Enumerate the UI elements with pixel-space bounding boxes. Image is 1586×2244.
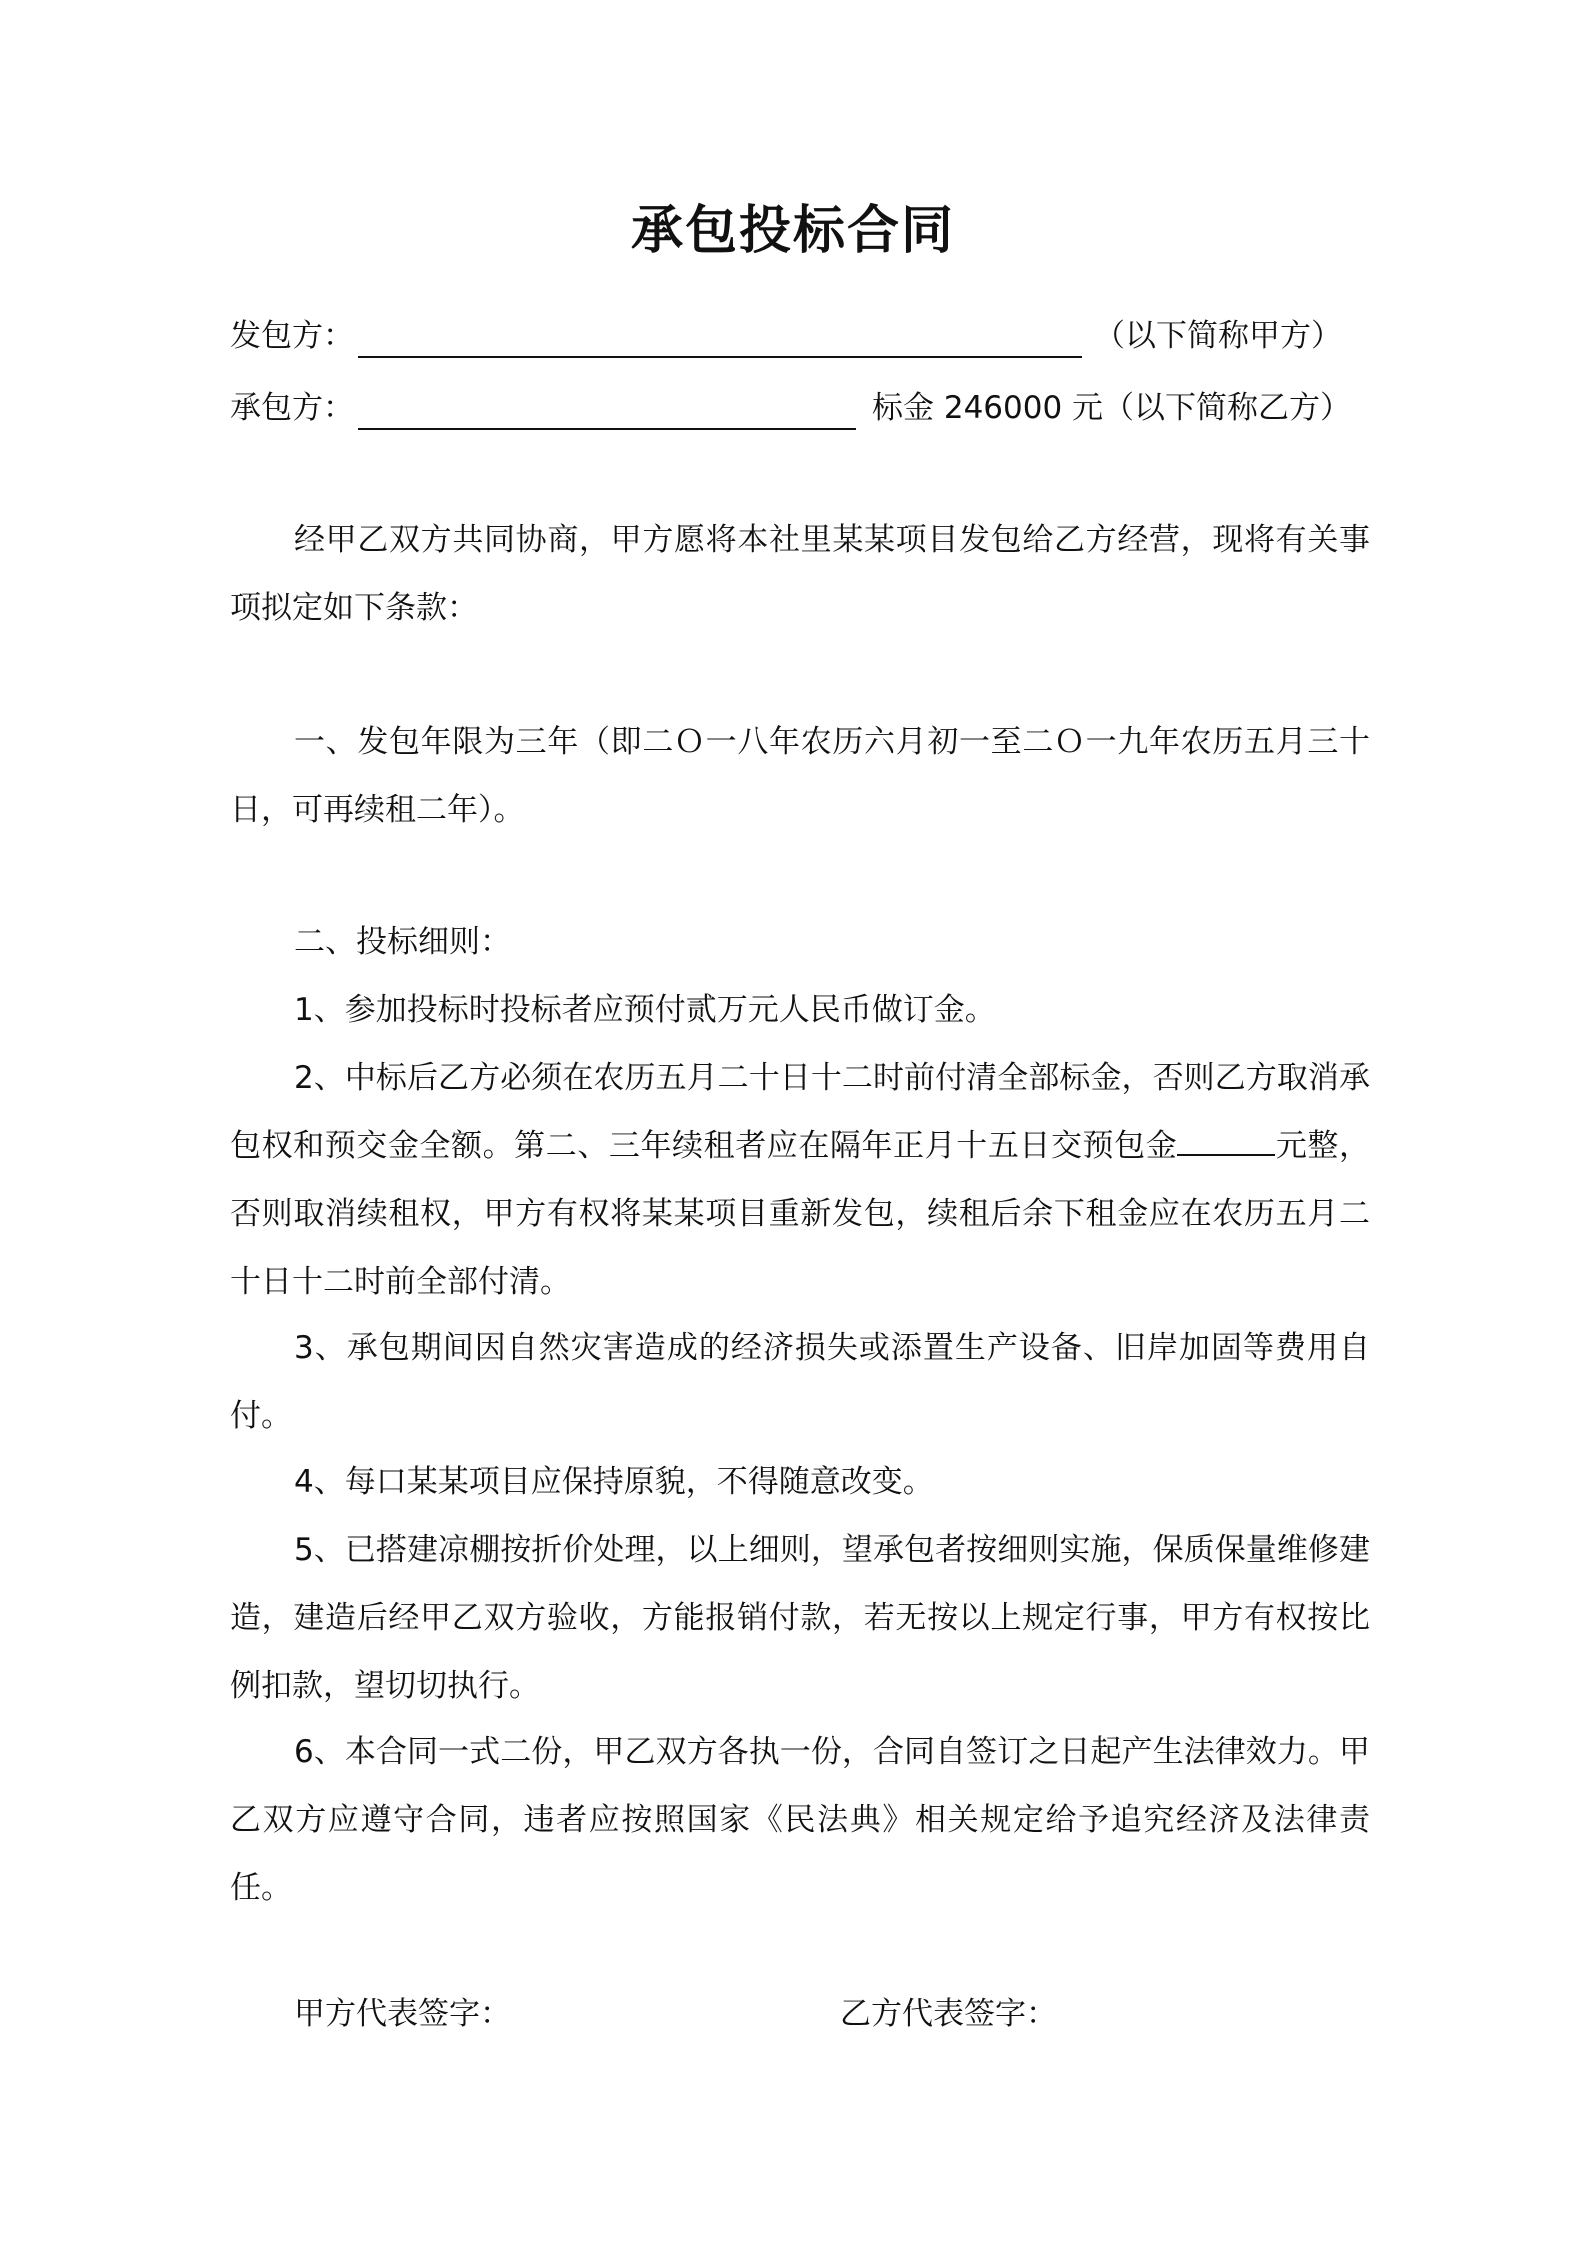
party-b-signature-label: 乙方代表签字：: [840, 1996, 1057, 2032]
party-a-label: 发包方：: [230, 318, 354, 354]
prepayment-amount-blank[interactable]: [1177, 1124, 1275, 1156]
party-a-line: [230, 314, 1370, 364]
rule-1: 1、参加投标时投标者应预付贰万元人民币做订金。: [294, 992, 996, 1028]
rule-3: 3、承包期间因自然灾害造成的经济损失或添置生产设备、旧岸加固等费用自付。: [230, 1330, 1370, 1434]
party-b-name-blank[interactable]: [358, 428, 856, 430]
party-b-line: [230, 386, 1370, 436]
party-a-signature-label: 甲方代表签字：: [294, 1996, 511, 2032]
document-title: 承包投标合同: [630, 201, 955, 261]
rule-6: 6、本合同一式二份，甲乙双方各执一份，合同自签订之日起产生法律效力。甲乙双方应遵守合同，违者应按照国家《民法典》相关规定给予追究经济及法律责任。: [230, 1734, 1370, 1906]
rule-2-text-before: 2、中标后乙方必须在农历五月二十日十二时前付清全部标金，否则乙方取消承包权和预交金全额。第二、三年续租者应在隔年正月十五日交预包金: [230, 1060, 1370, 1164]
rule-2-text-after: 元整，否则取消续租权，甲方有权将某某项目重新发包，续租后余下租金应在农历五月二十日十二时前全部付清。: [230, 1128, 1371, 1300]
clause-2-heading: 二、投标细则：: [294, 924, 511, 960]
rule-5: 5、已搭建凉棚按折价处理，以上细则，望承包者按细则实施，保质保量维修建造，建造后经甲乙双方验收，方能报销付款，若无按以上规定行事，甲方有权按比例扣款，望切切执行。: [230, 1532, 1370, 1704]
clause-1-paragraph: 一、发包年限为三年（即二Ｏ一八年农历六月初一至二Ｏ一九年农历五月三十日，可再续租二年）。: [230, 724, 1370, 828]
party-a-name-blank[interactable]: [358, 356, 1082, 358]
party-b-suffix: 标金 246000 元（以下简称乙方）: [872, 390, 1352, 426]
rule-2: [230, 1044, 1370, 1316]
party-a-suffix: （以下简称甲方）: [1094, 318, 1342, 354]
preamble-paragraph: 经甲乙双方共同协商，甲方愿将本社里某某项目发包给乙方经营，现将有关事项拟定如下条款：: [230, 522, 1370, 626]
rule-4: 4、每口某某项目应保持原貌，不得随意改变。: [294, 1464, 934, 1500]
party-b-label: 承包方：: [230, 390, 354, 426]
